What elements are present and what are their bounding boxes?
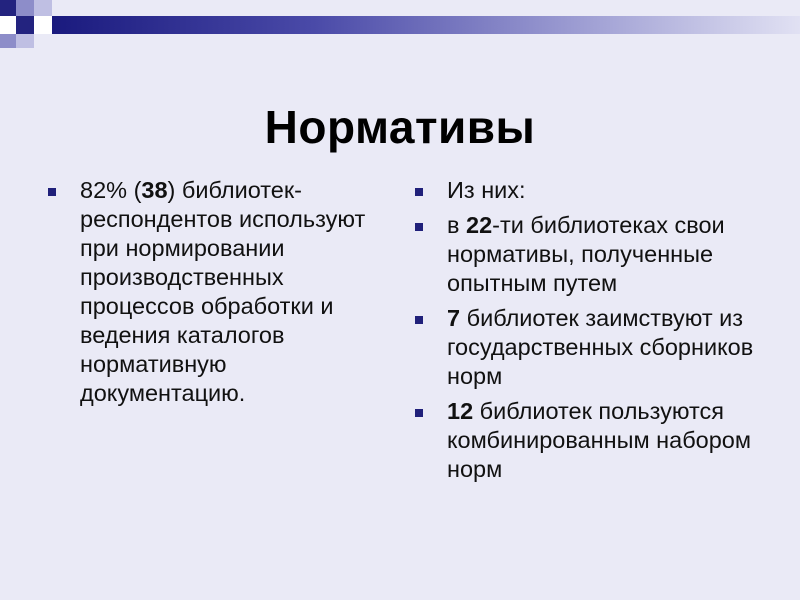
slide-title: Нормативы xyxy=(264,101,536,153)
square-bullet-icon xyxy=(415,188,423,196)
square-bullet-icon xyxy=(415,316,423,324)
item-text: библиотек пользуются комбинированным набором норм xyxy=(447,398,752,482)
item-text: библиотек заимствуют из государственных сборников норм xyxy=(447,305,754,389)
item-text: Из них: xyxy=(447,177,526,203)
corner-square-decoration xyxy=(34,0,52,16)
item-text: в xyxy=(447,212,467,238)
list-item xyxy=(48,176,378,408)
corner-square-decoration xyxy=(0,0,16,16)
square-bullet-icon xyxy=(48,188,56,196)
header-gradient-band xyxy=(52,16,800,34)
left-bullet-list xyxy=(48,176,378,408)
list-item xyxy=(415,304,775,391)
list-item xyxy=(415,176,775,205)
square-bullet-icon xyxy=(415,409,423,417)
item-number: 22 xyxy=(466,212,493,238)
list-item xyxy=(415,211,775,298)
square-bullet-icon xyxy=(415,223,423,231)
list-item xyxy=(415,397,775,484)
corner-square-decoration xyxy=(16,34,34,48)
corner-square-decoration xyxy=(16,0,34,16)
left-column xyxy=(48,176,378,414)
corner-square-decoration xyxy=(0,16,16,34)
right-column xyxy=(415,176,775,490)
item-number: 7 xyxy=(447,305,461,331)
corner-square-decoration xyxy=(0,34,16,48)
item-text: -ти библиотеках свои нормативы, полученные опытным путем xyxy=(447,212,725,296)
item-number: 12 xyxy=(447,398,474,424)
item-text: 82% ( xyxy=(80,177,142,203)
item-number: 38 xyxy=(141,177,168,203)
right-bullet-list xyxy=(415,176,775,484)
corner-square-decoration xyxy=(16,16,34,34)
item-text: ) библиотек-респондентов используют при нормировании производственных процессов обработки и ведения каталогов нормативную документацию. xyxy=(80,177,366,406)
corner-square-decoration xyxy=(34,16,52,34)
